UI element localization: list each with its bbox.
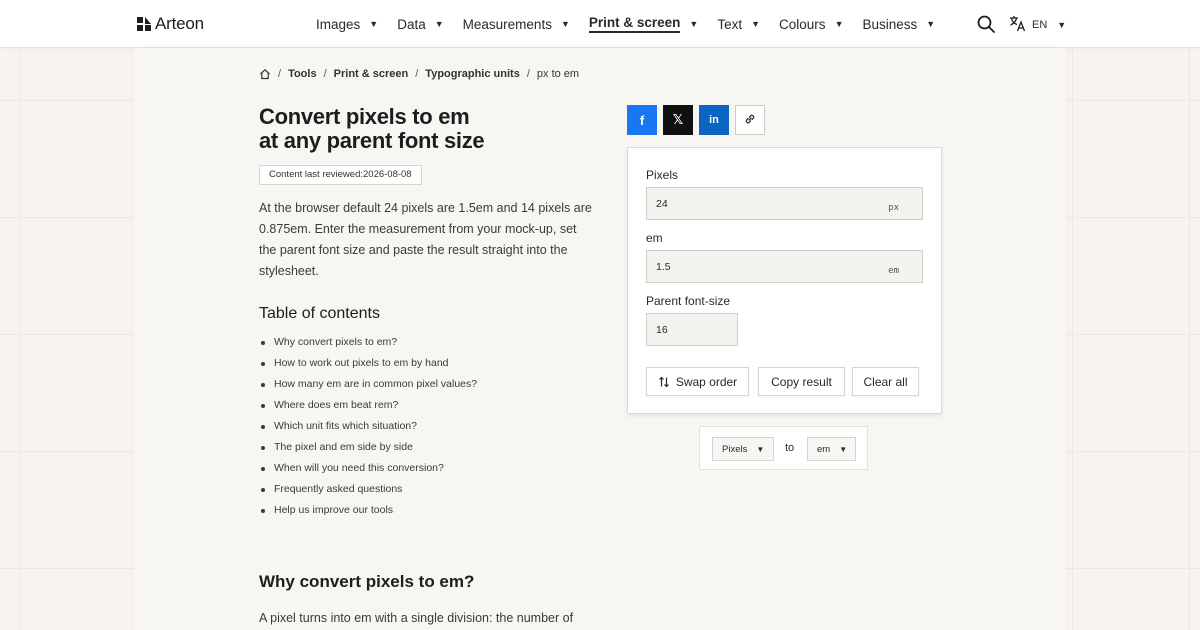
converter-panel xyxy=(627,147,942,414)
chevron-down-icon: ▼ xyxy=(926,19,936,29)
section-paragraph: A pixel turns into em with a single division: the number of xyxy=(259,611,574,625)
pixels-unit: px xyxy=(888,203,899,213)
nav-item-data[interactable] xyxy=(397,0,443,48)
chevron-down-icon: ▼ xyxy=(1057,20,1067,30)
chevron-down-icon: ▼ xyxy=(839,444,848,454)
parent-font-size-label: Parent font-size xyxy=(646,294,731,308)
nav-label: Measurements xyxy=(462,16,552,32)
chevron-down-icon: ▼ xyxy=(834,19,844,29)
chevron-down-icon: ▼ xyxy=(751,19,761,29)
copy-result-button[interactable] xyxy=(758,367,845,396)
em-input[interactable] xyxy=(646,250,923,283)
nav-item-print-screen[interactable] xyxy=(589,0,698,48)
breadcrumb-separator: / xyxy=(526,68,530,80)
breadcrumb-tools[interactable]: Tools xyxy=(288,68,317,80)
breadcrumb-separator: / xyxy=(323,68,327,80)
chevron-down-icon: ▼ xyxy=(689,19,699,29)
search-icon[interactable] xyxy=(976,14,996,34)
logo-text: Arteon xyxy=(155,14,204,33)
toc-item[interactable]: Frequently asked questions xyxy=(259,479,477,500)
review-label: Content last reviewed: xyxy=(269,169,363,180)
share-facebook-button[interactable] xyxy=(627,105,657,135)
em-value: 1.5 xyxy=(656,261,671,273)
swap-order-label: Swap order xyxy=(675,374,738,389)
nav-item-business[interactable] xyxy=(862,0,935,48)
pixels-value: 24 xyxy=(656,198,668,210)
review-date: 2026-08-08 xyxy=(363,169,412,180)
logo-mark-icon xyxy=(137,17,151,31)
breadcrumb-separator: / xyxy=(415,68,419,80)
to-unit-value: em xyxy=(817,443,831,455)
em-label: em xyxy=(646,231,663,245)
copy-link-button[interactable] xyxy=(735,105,765,135)
chevron-down-icon: ▼ xyxy=(560,19,570,29)
nav-label: Business xyxy=(862,16,918,32)
review-badge xyxy=(259,165,422,185)
pixels-input[interactable] xyxy=(646,187,923,220)
chevron-down-icon: ▼ xyxy=(756,444,765,454)
chevron-down-icon: ▼ xyxy=(369,19,379,29)
site-header xyxy=(0,0,1200,48)
nav-item-colours[interactable] xyxy=(779,0,843,48)
copy-result-label: Copy result xyxy=(771,374,832,389)
breadcrumb-print-screen[interactable]: Print & screen xyxy=(333,68,409,80)
toc-item[interactable]: Help us improve our tools xyxy=(259,500,477,521)
swap-icon xyxy=(658,376,670,388)
toc-title: Table of contents xyxy=(259,305,380,322)
share-bar xyxy=(627,105,765,135)
toc-item[interactable]: How many em are in common pixel values? xyxy=(259,374,477,395)
page-title-line-1: Convert pixels to em xyxy=(259,104,470,129)
parent-font-size-value: 16 xyxy=(656,324,668,336)
to-unit-select[interactable] xyxy=(807,437,856,461)
toc-item[interactable]: Which unit fits which situation? xyxy=(259,416,477,437)
nav-label: Colours xyxy=(779,16,826,32)
share-linkedin-button[interactable] xyxy=(699,105,729,135)
nav-label: Text xyxy=(717,16,743,32)
nav-label: Print & screen xyxy=(589,15,681,33)
breadcrumb xyxy=(259,68,579,80)
link-icon xyxy=(743,112,757,129)
page-title xyxy=(259,105,599,153)
swap-order-button[interactable] xyxy=(646,367,749,396)
language-selector[interactable] xyxy=(1009,15,1066,35)
toc-item[interactable]: The pixel and em side by side xyxy=(259,437,477,458)
translate-icon xyxy=(1009,15,1026,35)
page-title-line-2: at any parent font size xyxy=(259,128,485,153)
home-icon[interactable] xyxy=(259,68,271,80)
toc-item[interactable]: Where does em beat rem? xyxy=(259,395,477,416)
linkedin-icon: in xyxy=(709,114,719,126)
toc-item[interactable]: How to work out pixels to em by hand xyxy=(259,353,477,374)
nav-item-text[interactable] xyxy=(717,0,760,48)
toc-item[interactable]: Why convert pixels to em? xyxy=(259,332,477,353)
toc-item[interactable]: When will you need this conversion? xyxy=(259,458,477,479)
table-of-contents xyxy=(259,332,477,521)
clear-all-button[interactable] xyxy=(852,367,919,396)
clear-all-label: Clear all xyxy=(863,374,908,389)
breadcrumb-separator: / xyxy=(278,68,282,80)
main-nav xyxy=(316,0,954,48)
em-unit: em xyxy=(888,266,899,276)
unit-selector xyxy=(699,426,868,470)
nav-label: Images xyxy=(316,16,361,32)
from-unit-select[interactable] xyxy=(712,437,774,461)
section-heading: Why convert pixels to em? xyxy=(259,572,475,591)
intro-paragraph: At the browser default 24 pixels are 1.5em and 14 pixels are 0.875em. Enter the measurement from your mock-up, set the parent font size and paste the result straight into the stylesheet. xyxy=(259,201,592,278)
logo[interactable] xyxy=(137,14,204,34)
nav-item-measurements[interactable] xyxy=(463,0,570,48)
share-x-button[interactable] xyxy=(663,105,693,135)
chevron-down-icon: ▼ xyxy=(434,19,444,29)
x-icon: 𝕏 xyxy=(672,112,684,127)
nav-label: Data xyxy=(397,16,426,32)
facebook-icon: f xyxy=(639,112,645,128)
breadcrumb-current: px to em xyxy=(536,68,580,80)
unit-to-label: to xyxy=(785,442,795,454)
language-code: EN xyxy=(1032,19,1048,31)
from-unit-value: Pixels xyxy=(722,443,748,455)
parent-font-size-input[interactable] xyxy=(646,313,738,346)
breadcrumb-typographic-units[interactable]: Typographic units xyxy=(425,68,520,80)
nav-item-images[interactable] xyxy=(316,0,378,48)
pixels-label: Pixels xyxy=(646,168,679,182)
